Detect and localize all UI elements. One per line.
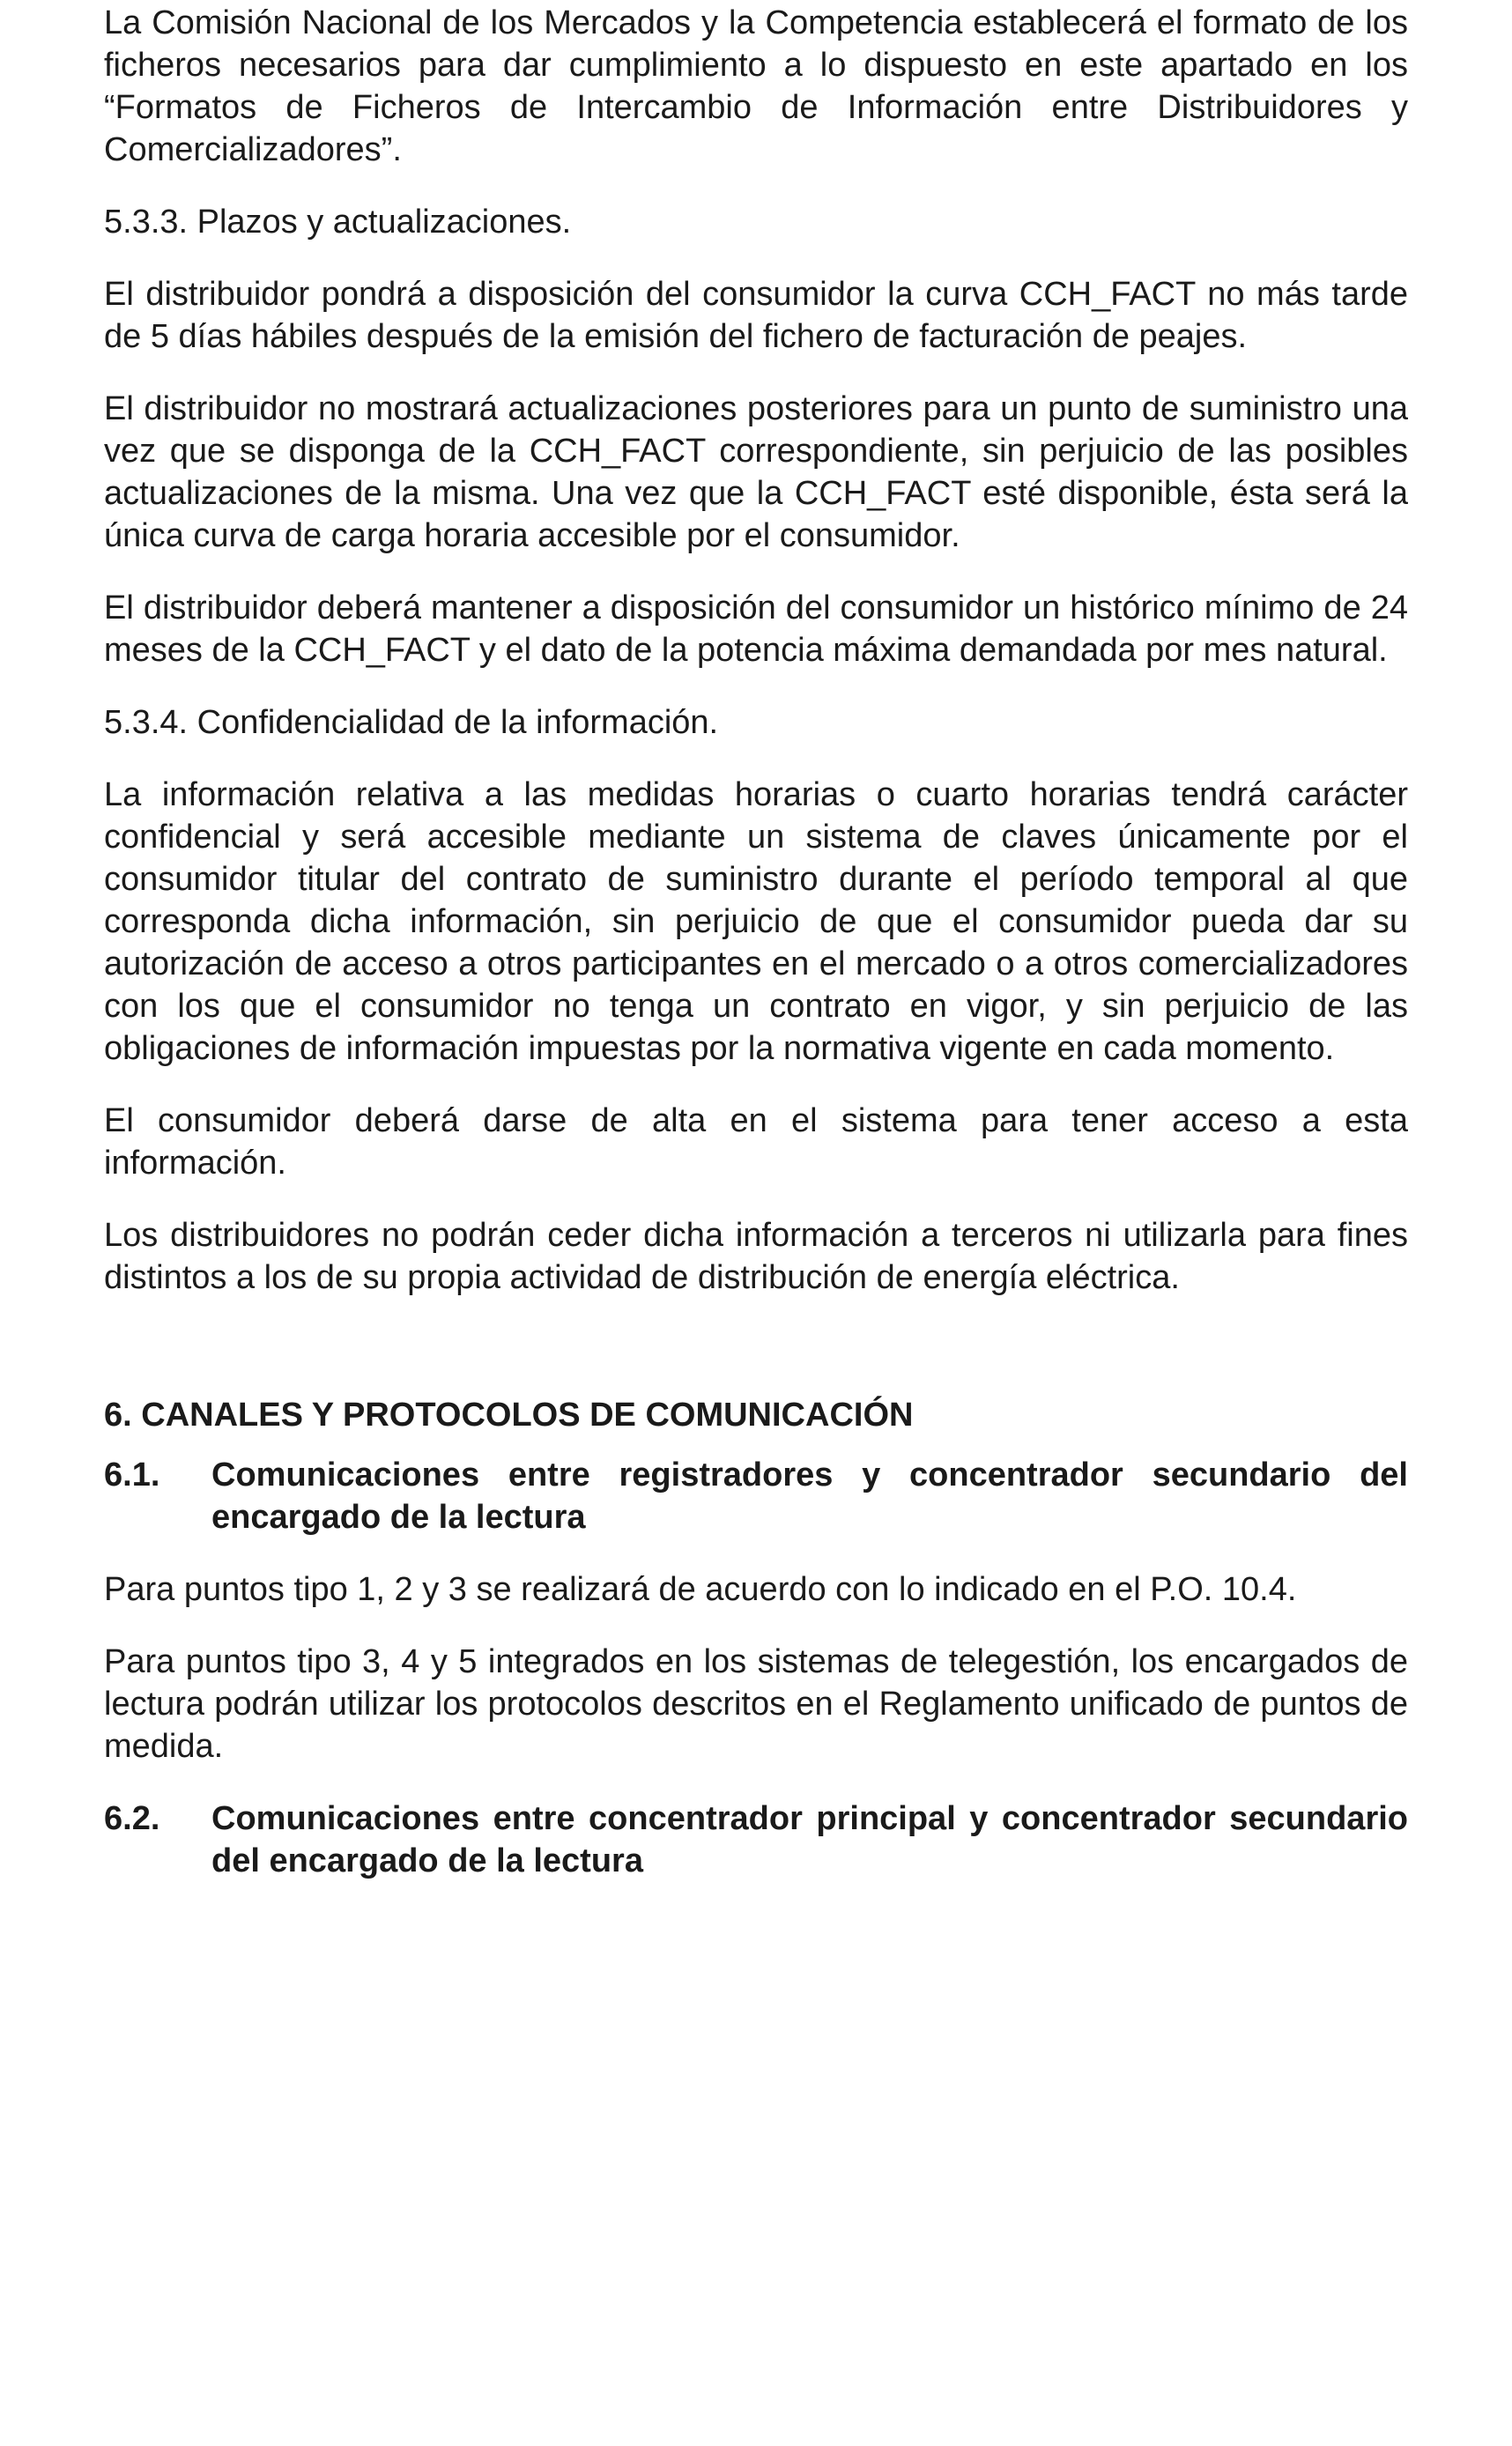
section-5-3-4-title: 5.3.4. Confidencialidad de la información. [104,704,719,741]
section-6-heading: 6. CANALES Y PROTOCOLOS DE COMUNICACIÓN [104,1397,914,1434]
section-6-1-paragraph-2: Para puntos tipo 3, 4 y 5 integrados en los sistemas de telegestión, los encargados de lectura podrán utilizar los protocolos descritos en el Reglamento unificado de puntos de medida. [104,1643,1408,1765]
section-5-3-3-paragraph-1: El distribuidor pondrá a disposición del consumidor la curva CCH_FACT no más tarde de 5 días hábiles después de la emisión del fichero de facturación de peajes. [104,276,1408,355]
section-5-3-4-paragraph-1: La información relativa a las medidas horarias o cuarto horarias tendrá carácter confidencial y será accesible mediante un sistema de claves únicamente por el consumidor titular del contrato de suministro durante el período temporal al que corresponda dicha información, sin perjuicio de que el consumidor pueda dar su autorización de acceso a otros participantes en el mercado o a otros comercializadores con los que el consumidor no tenga un contrato en vigor, y sin perjuicio de las obligaciones de información impuestas por la normativa vigente en cada momento. [104,776,1408,1067]
section-5-3-4-paragraph-3: Los distribuidores no podrán ceder dicha información a terceros ni utilizarla para fines distintos a los de su propia actividad de distribución de energía eléctrica. [104,1217,1408,1296]
section-5-3-3-title: 5.3.3. Plazos y actualizaciones. [104,204,572,241]
section-6-1-paragraph-1: Para puntos tipo 1, 2 y 3 se realizará de acuerdo con lo indicado en el P.O. 10.4. [104,1571,1297,1608]
section-5-3-4-paragraph-2: El consumidor deberá darse de alta en el sistema para tener acceso a esta información. [104,1102,1408,1182]
section-6-2-number: 6.2. [104,1800,160,1837]
intro-paragraph: La Comisión Nacional de los Mercados y la Competencia establecerá el formato de los ficheros necesarios para dar cumplimiento a lo dispuesto en este apartado en los “Formatos de Ficheros de Intercambio de Información entre Distribuidores y Comercializadores”. [104,4,1408,168]
section-5-3-3-paragraph-3: El distribuidor deberá mantener a disposición del consumidor un histórico mínimo de 24 meses de la CCH_FACT y el dato de la potencia máxima demandada por mes natural. [104,589,1408,669]
section-5-3-3-paragraph-2: El distribuidor no mostrará actualizaciones posteriores para un punto de suministro una vez que se disponga de la CCH_FACT correspondiente, sin perjuicio de las posibles actualizaciones de la misma. Una vez que la CCH_FACT esté disponible, ésta será la única curva de carga horaria accesible por el consumidor. [104,390,1408,554]
section-6-1-heading [104,1454,1408,1538]
section-6-1-number: 6.1. [104,1456,160,1494]
document-page [104,0,1408,1882]
section-6-1-title: Comunicaciones entre registradores y concentrador secundario del encargado de la lectura [211,1456,1408,1536]
section-6-2-title: Comunicaciones entre concentrador principal y concentrador secundario del encargado de la lectura [211,1800,1408,1879]
section-6-2-heading [104,1797,1408,1882]
